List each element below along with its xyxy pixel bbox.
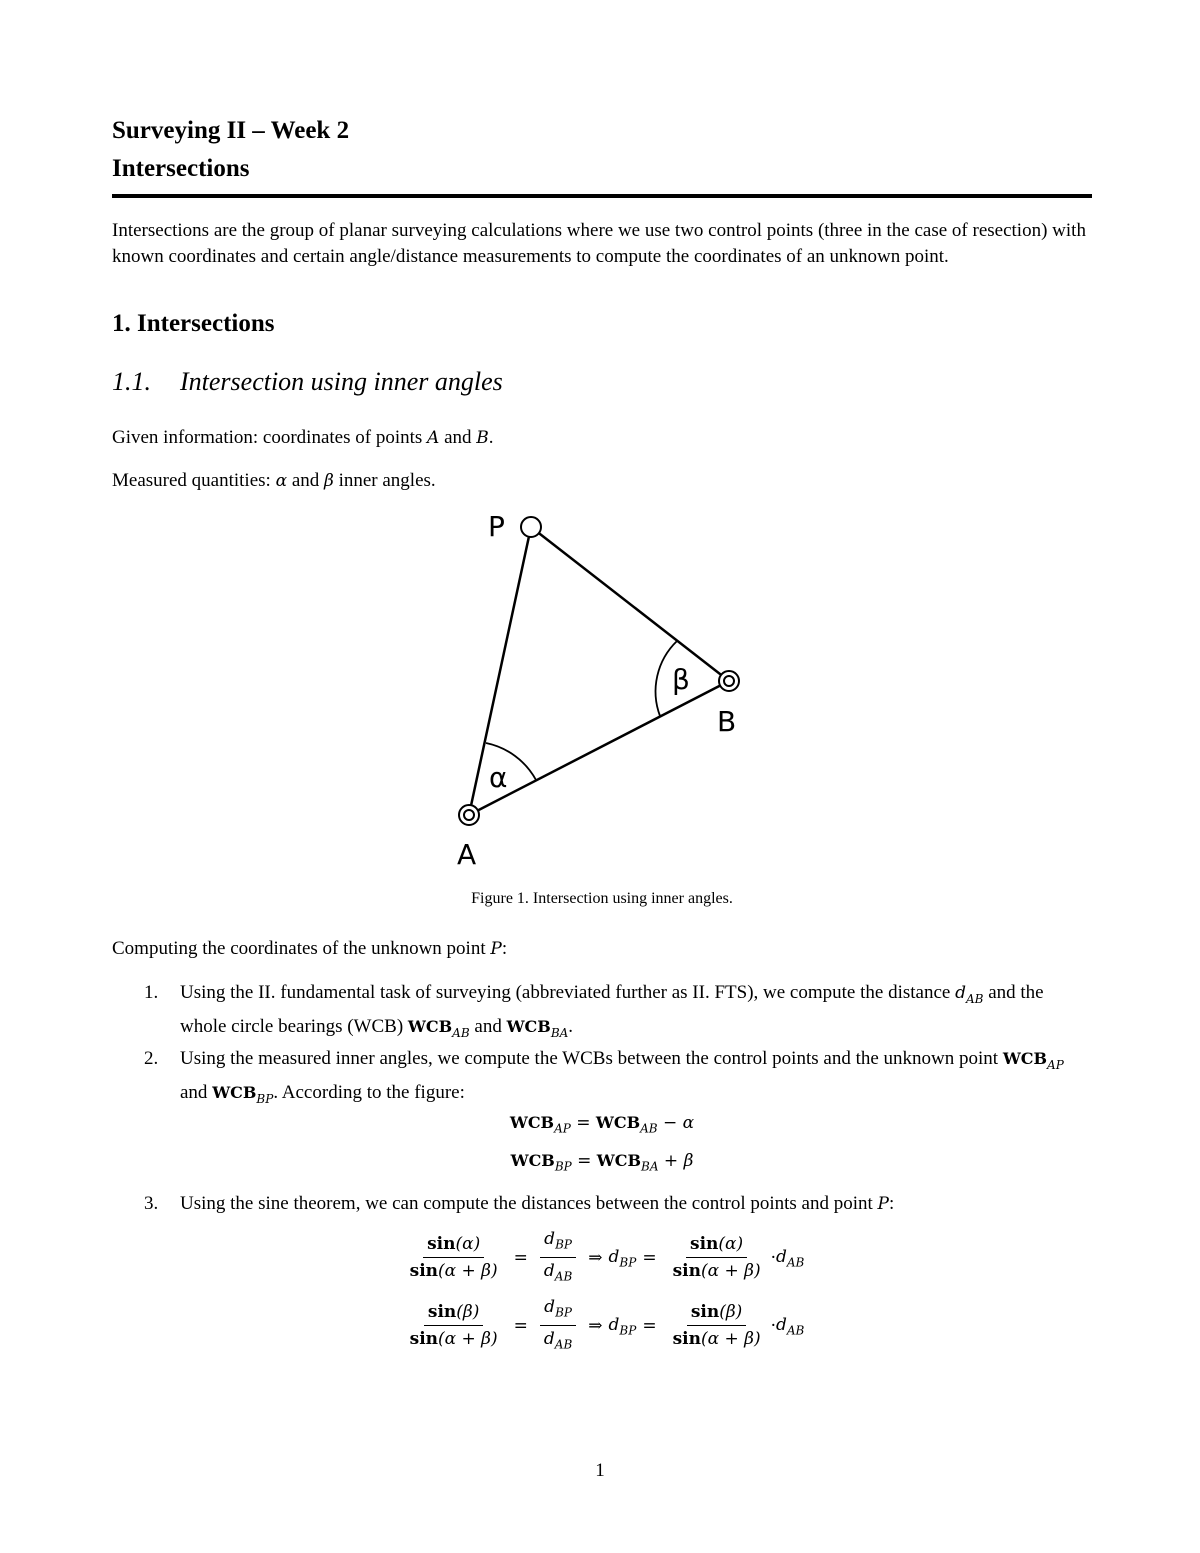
eq-equals: = — [570, 1113, 596, 1133]
dot-operator: · — [770, 1247, 776, 1268]
equals-sign: = — [513, 1315, 528, 1336]
sub: BP — [555, 1305, 572, 1320]
point-a-inner — [464, 810, 474, 820]
fraction-denominator — [669, 1258, 765, 1284]
step-text-c: and — [180, 1081, 213, 1103]
point-p-symbol: P — [490, 939, 502, 959]
beta-symbol: β — [324, 471, 334, 491]
result-distance — [609, 1315, 637, 1337]
eq-lhs: WCB — [509, 1113, 555, 1132]
implies-arrow: ⇒ — [588, 1315, 603, 1336]
arg: (α + β) — [700, 1261, 761, 1282]
fn: sin — [409, 1329, 439, 1350]
arg: (α) — [718, 1234, 744, 1255]
fraction-denominator — [540, 1326, 576, 1357]
wcb-sub: AB — [452, 1025, 470, 1040]
eq-operator: − — [657, 1113, 683, 1133]
step-text-end: . — [568, 1015, 574, 1037]
fn: sin — [427, 1234, 456, 1255]
label-b: B — [717, 705, 737, 738]
step-text-b: and the whole circle bearings (WCB) — [180, 982, 1044, 1037]
eq-angle: α — [682, 1113, 695, 1133]
sub: AB — [786, 1323, 805, 1338]
measured-quantities — [112, 468, 436, 494]
fraction-numerator — [687, 1299, 746, 1326]
sub: BP — [619, 1255, 637, 1270]
list-number: 1. — [144, 982, 159, 1003]
section-heading-1-1 — [112, 367, 503, 397]
wcb-symbol: WCB — [407, 1016, 453, 1036]
distance-sub: AB — [965, 991, 984, 1006]
tail-distance — [776, 1315, 804, 1337]
point-b-symbol: B — [476, 428, 489, 448]
title-line-1: Surveying II – Week 2 — [112, 117, 350, 144]
eq-rhs: WCB — [596, 1151, 642, 1170]
eq-rhs-sub: AB — [640, 1121, 658, 1136]
label-p: P — [488, 510, 505, 543]
eq-rhs: WCB — [595, 1113, 641, 1132]
fn: sin — [427, 1302, 457, 1323]
title-line-2: Intersections — [112, 155, 250, 182]
d: d — [608, 1314, 620, 1335]
list-number: 2. — [144, 1048, 159, 1069]
wcb-symbol: WCB — [1002, 1049, 1048, 1068]
fn: sin — [690, 1234, 719, 1255]
fraction-numerator — [540, 1226, 576, 1258]
label-alpha: α — [489, 761, 508, 794]
dot-operator: · — [770, 1315, 776, 1336]
sine-equation-1 — [112, 1226, 1092, 1290]
measured-and: and — [287, 470, 324, 491]
arg: (α + β) — [438, 1329, 498, 1350]
sub: BP — [619, 1323, 637, 1338]
document-title — [112, 112, 1092, 188]
equals-sign: = — [642, 1247, 657, 1268]
eq-equals: = — [571, 1151, 597, 1171]
sub: AB — [786, 1255, 805, 1270]
list-number: 3. — [144, 1193, 159, 1214]
fraction — [669, 1299, 765, 1352]
point-b-inner — [724, 676, 734, 686]
computing-colon: : — [501, 938, 508, 959]
label-beta: β — [672, 663, 690, 696]
point-p-symbol: P — [877, 1194, 889, 1214]
result-distance — [609, 1247, 637, 1269]
page-content — [112, 112, 1092, 1352]
given-end: . — [488, 427, 494, 448]
page-number: 1 — [595, 1460, 605, 1481]
implies-arrow: ⇒ — [588, 1247, 603, 1268]
fraction-numerator — [424, 1299, 483, 1326]
d: d — [608, 1246, 620, 1267]
given-and: and — [439, 427, 477, 448]
line-pb — [531, 527, 729, 681]
measured-prefix: Measured quantities: — [112, 470, 276, 491]
arg: (α) — [455, 1234, 481, 1255]
d: d — [544, 1229, 556, 1249]
fraction-denominator — [540, 1258, 576, 1289]
step-text-a: Using the II. fundamental task of surveying (abbreviated further as II. FTS), we compute the distance — [180, 982, 956, 1003]
alpha-symbol: α — [275, 471, 288, 491]
eq-rhs-sub: BA — [641, 1159, 659, 1174]
point-p-marker — [521, 517, 541, 537]
fraction-numerator — [540, 1294, 576, 1326]
fraction — [406, 1231, 502, 1284]
fraction — [540, 1226, 576, 1290]
arg: (β) — [456, 1302, 480, 1323]
wcb-symbol: WCB — [506, 1016, 551, 1036]
eq-lhs: WCB — [510, 1151, 555, 1170]
wcb-sub: BA — [550, 1025, 569, 1040]
step-text-a: Using the measured inner angles, we compute the WCBs between the control points and the unknown point — [180, 1048, 1003, 1069]
eq-lhs-sub: BP — [554, 1159, 572, 1174]
sub: AB — [554, 1337, 573, 1352]
d: d — [775, 1314, 787, 1335]
step-text-c: and — [469, 1015, 507, 1037]
step-text-a: Using the sine theorem, we can compute the distances between the control points and point — [180, 1193, 878, 1214]
eq-angle: β — [683, 1151, 694, 1171]
fraction — [669, 1231, 765, 1284]
eq-operator: + — [658, 1151, 684, 1171]
step-text-end: : — [889, 1193, 895, 1214]
given-prefix: Given information: coordinates of points — [112, 427, 428, 448]
wcb-symbol: WCB — [212, 1082, 257, 1102]
fraction-denominator — [406, 1326, 502, 1352]
given-information — [112, 425, 494, 451]
section-heading-1: 1. Intersections — [112, 310, 275, 337]
fn: sin — [690, 1302, 720, 1323]
distance-symbol: d — [955, 983, 966, 1003]
fn: sin — [409, 1261, 439, 1282]
fn: sin — [672, 1329, 701, 1350]
eq-lhs-sub: AP — [554, 1121, 571, 1136]
arg: (α + β) — [438, 1261, 498, 1282]
equation-wcb-ap — [112, 1113, 1092, 1135]
intro-paragraph: Intersections are the group of planar surveying calculations where we use two control points (three in the case of resection) with known coordinates and certain angle/distance measurements to compute the coordinates of an unknown point. — [112, 220, 1086, 267]
wcb-sub: BP — [256, 1091, 274, 1106]
sine-equation-2 — [112, 1294, 1092, 1358]
point-a-symbol: A — [427, 428, 440, 448]
fraction — [540, 1294, 576, 1358]
title-divider — [112, 194, 1092, 198]
fraction-denominator — [406, 1258, 502, 1284]
label-a: A — [457, 838, 477, 871]
list-text — [180, 1190, 1072, 1218]
computing-intro — [112, 936, 507, 962]
list-text — [180, 1045, 1072, 1113]
d: d — [543, 1261, 555, 1282]
fn: sin — [672, 1261, 701, 1282]
arg: (α + β) — [700, 1329, 761, 1350]
d: d — [543, 1329, 555, 1350]
wcb-sub: AP — [1047, 1057, 1064, 1072]
fraction-denominator — [669, 1326, 765, 1352]
computing-prefix: Computing the coordinates of the unknown point — [112, 938, 491, 959]
section-number: 1.1. — [112, 367, 151, 396]
arg: (β) — [719, 1302, 743, 1323]
equation-wcb-bp — [112, 1151, 1092, 1173]
fraction-numerator — [423, 1231, 484, 1258]
list-text — [180, 979, 1072, 1047]
d: d — [544, 1297, 556, 1317]
measured-suffix: inner angles. — [333, 470, 436, 491]
tail-distance — [776, 1247, 804, 1269]
step-text-end: . According to the figure: — [273, 1081, 465, 1103]
fraction — [406, 1299, 502, 1352]
equals-sign: = — [513, 1247, 528, 1268]
sub: AB — [554, 1269, 573, 1284]
sub: BP — [555, 1237, 572, 1252]
equals-sign: = — [642, 1315, 657, 1336]
intersection-figure — [432, 497, 772, 877]
line-ab — [469, 681, 729, 815]
figure-caption: Figure 1. Intersection using inner angles. — [471, 890, 733, 907]
fraction-numerator — [686, 1231, 747, 1258]
section-title: Intersection using inner angles — [180, 367, 503, 396]
d: d — [775, 1246, 787, 1267]
